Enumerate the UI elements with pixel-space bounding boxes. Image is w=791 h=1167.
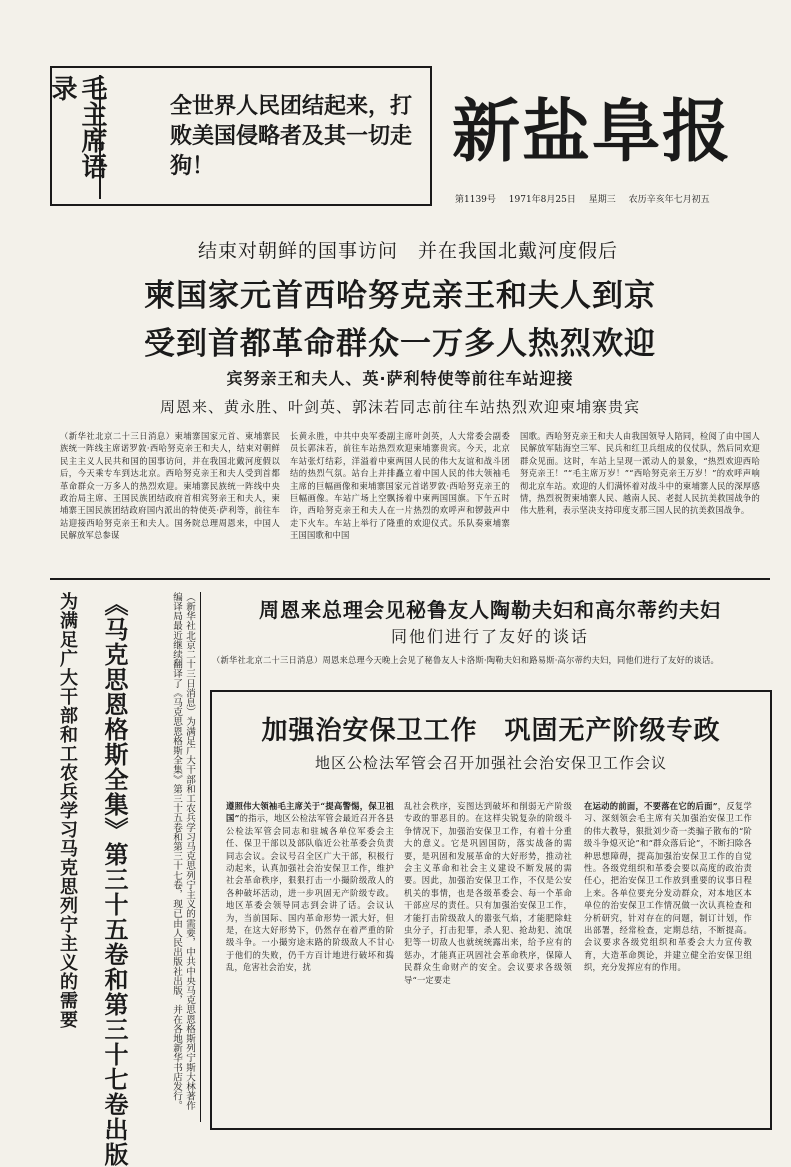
newspaper-title: 新盐阜报 <box>452 93 733 172</box>
issue-lunar-date: 农历辛亥年七月初五 <box>628 195 710 205</box>
issue-line <box>455 192 775 205</box>
security-column-1-text: 的指示，地区公检法军管会最近召开各县公检法军管会同志和驻城各单位军委会主任、保卫干部以及部队临近公社革委会负责同志会议。会议号召全区广大干部，积极行动起来，认真加强社会治安保卫工作，维护社会革命秩序，狠狠打击一小撮阶级敌人的各种破坏活动，进一步巩固无产阶级专政。地区革委会领导同志到会讲了话。会议认为，当前国际、国内革命形势一派大好，但是，在这大好形势下，仍然存在着严重的阶级斗争。一小撮穷途末路的阶级敌人不甘心于他们的失败，仍千方百计地进行破坏和捣乱，危害社会治安，扰 <box>226 813 394 973</box>
issue-weekday: 星期三 <box>588 195 616 205</box>
main-article-column-2: 长黄永胜，中共中央军委副主席叶剑英，人大常委会副委员长郭沫若，前往车站热烈欢迎柬埔寨贵宾。今天，北京车站张灯结彩，洋溢着中柬两国人民的伟大友谊和战斗团结的热烈气氛。站台上并排矗立着中国人民的伟大领袖毛主席的巨幅画像和柬埔寨国家元首诺罗敦·西哈努克亲王的巨幅画像。车站广场上空飘扬着中柬两国国旗。下午五时许，西哈努克亲王和夫人在一片热烈的欢呼声和锣鼓声中走下火车。车站上举行了隆重的欢迎仪式。乐队奏柬埔寨王国国歌和中国 <box>290 431 510 541</box>
security-article-column-2: 乱社会秩序，妄图达到破坏和削弱无产阶级专政的罪恶目的。在这样尖锐复杂的阶级斗争情况下，加强治安保卫工作，有着十分重大的意义。它是巩固国防，落实战备的需要，是巩固和发展革命的大好形势，推动社会主义革命和社会主义建设不断发展的需要。因此，加强治安保卫工作，不仅是公安机关的事情，也是各级革委会、每一个革命干部应尽的责任。只有加强治安保卫工作，才能打击阶级敌人的嚣张气焰，才能肥除蛀虫分子，打击犯罪，杀人犯、抢劫犯、流氓犯等一切敌人也就统统露出来，给予应有的惩办，才能真正巩固社会革命秩序，保障人民群众生命财产的安全。会议要求各级领导“一定要走 <box>404 801 572 985</box>
security-column-3-lead: 在运动的前面，不要落在它的后面” <box>584 801 718 811</box>
divider-rule <box>50 578 770 580</box>
column-divider <box>200 592 201 1122</box>
main-subheadline-1: 宾努亲王和夫人、英·萨利特使等前往车站迎接 <box>226 369 574 388</box>
security-article-column-3 <box>584 800 752 1122</box>
marx-article-body: （新华社北京二十三日消息）为满足广大干部和工农兵学习马克思列宁主义的需要，中共中央马克思恩格斯列宁斯大林著作编译局最近继续翻译了《马克思恩格斯全集》第三十五卷和第三十七卷，现已由人民出版社出版，并在各地新华书店发行。 <box>171 592 195 1111</box>
quote-label: 毛主席语录 <box>55 75 101 199</box>
quote-text: 全世界人民团结起来，打败美国侵略者及其一切走狗！ <box>170 94 413 179</box>
marx-article-lead: 为满足广大干部和工农兵学习马克思列宁主义的需要 <box>57 592 78 1029</box>
main-headline-line1: 柬国家元首西哈努克亲王和夫人到京 <box>144 278 656 314</box>
issue-number: 第1139号 <box>455 195 496 205</box>
zhou-article-subtitle: 同他们进行了友好的谈话 <box>390 627 589 646</box>
main-headline-line2: 受到首都革命群众一万多人热烈欢迎 <box>144 326 656 362</box>
security-article-column-1 <box>226 800 394 1122</box>
security-article-title: 加强治安保卫工作 巩固无产阶级专政 <box>261 716 721 746</box>
security-article-subtitle: 地区公检法军管会召开加强社会治安保卫工作会议 <box>314 754 667 772</box>
main-article-column-1: （新华社北京二十三日消息）柬埔寨国家元首、柬埔寨民族统一阵线主席诺罗敦·西哈努克亲王和夫人，结束对朝鲜民主主义人民共和国的国事访问，并在我国北戴河度假以后，今天乘专车到达北京。西哈努克亲王和夫人受到首都革命群众一万多人的热烈欢迎。柬埔寨民族统一阵线中央政治局主席、王国民族团结政府首相宾努亲王和夫人，柬埔寨王国民族团结政府国内派出的特使英·萨利等，前往车站迎接西哈努克亲王和夫人。国务院总理周恩来，中国人民解放军总参谋 <box>60 431 280 541</box>
security-column-3-text: ，反复学习、深刻领会毛主席有关加强治安保卫工作的伟大教导，狠批刘少奇一类骗子散布的“阶级斗争熄灭论”和“群众落后论”，不断扫除各种思想障碍，提高加强治安保卫工作的自觉性。各级党组织和革委会要以高度的政治责任心，把治安保卫工作放到重要的议事日程上来。各单位要充分发动群众，对本地区本单位的治安保卫工作情况做一次认真检查和分析研究，针对存在的问题，制订计划，作出部署，经常检查，定期总结，不断提高。会议要求各级党组织和革委会大力宣传教育，大造革命舆论，并建立健全治安保卫组织，充分发挥应有的作用。 <box>584 801 752 973</box>
main-article-intro: 结束对朝鲜的国事访问 并在我国北戴河度假后 <box>197 240 618 262</box>
zhou-article-title: 周恩来总理会见秘鲁友人陶勒夫妇和高尔蒂约夫妇 <box>259 598 721 622</box>
issue-date: 1971年8月25日 <box>508 195 576 205</box>
main-article-column-3: 国歌。西哈努克亲王和夫人由我国领导人陪同，检阅了由中国人民解放军陆海空三军、民兵和红卫兵组成的仪仗队，然后同欢迎群众见面。这时，车站上呈现一派动人的景象，“热烈欢迎西哈努克亲王！”“毛主席万岁！”“西哈努克亲王万岁！”的欢呼声响彻北京车站。欢迎的人们满怀着对战斗中的柬埔寨人民的深厚感情，热烈祝贺柬埔寨人民、越南人民、老挝人民抗美救国战争的伟大胜利，表示坚决支持印度支那三国人民的抗美救国战争。 <box>520 431 760 516</box>
main-subheadline-2: 周恩来、黄永胜、叶剑英、郭沫若同志前往车站热烈欢迎柬埔寨贵宾 <box>159 398 640 416</box>
security-column-1-lead: 遵照伟大领袖毛主席关于“提高警惕，保卫祖国” <box>226 801 394 824</box>
zhou-article-body: （新华社北京二十三日消息）周恩来总理今天晚上会见了秘鲁友人卡洛斯·陶勒夫妇和路易斯·高尔蒂约夫妇，同他们进行了友好的谈话。 <box>212 655 719 665</box>
marx-article-title: 《马克思恩格斯全集》第三十五卷和第三十七卷出版 <box>100 592 129 1167</box>
